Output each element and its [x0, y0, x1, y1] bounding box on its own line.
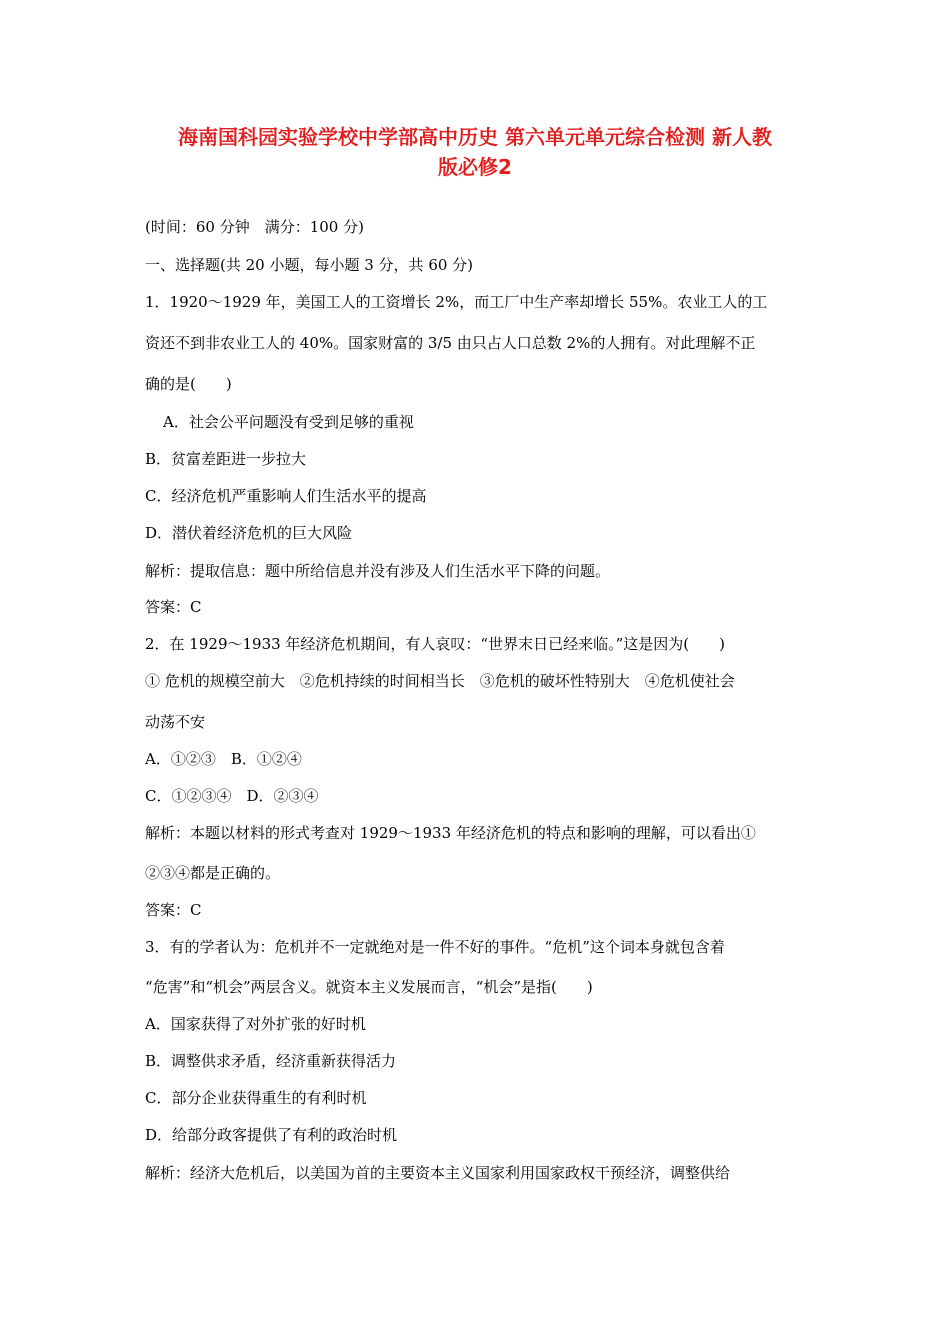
question-2-statements: ① 危机的规模空前大 ②危机持续的时间相当长 ③危机的破坏性特别大 ④危机使社会: [145, 672, 735, 690]
question-3-text: “危害”和“机会”两层含义。就资本主义发展而言，“机会”是指( ): [145, 978, 593, 996]
question-2-statements: 动荡不安: [145, 713, 206, 731]
question-2-options-ab: A．①②③ B．①②④: [145, 750, 302, 768]
question-3-analysis: 解析：经济大危机后，以美国为首的主要资本主义国家利用国家政权干预经济，调整供给: [145, 1164, 731, 1182]
section-heading: 一、选择题(共 20 小题，每小题 3 分，共 60 分): [145, 256, 474, 274]
question-1-option-c: C．经济危机严重影响人们生活水平的提高: [145, 487, 427, 505]
question-2-text: 2．在 1929～1933 年经济危机期间，有人哀叹：“世界末日已经来临。”这是因为( ): [145, 635, 725, 653]
question-1-text: 资还不到非农业工人的 40%。国家财富的 3/5 由只占人口总数 2%的人拥有。对此理解不正: [145, 334, 756, 352]
question-1-answer: 答案：C: [145, 598, 202, 616]
question-3-text: 3．有的学者认为：危机并不一定就绝对是一件不好的事件。“危机”这个词本身就包含着: [145, 938, 725, 956]
question-2-answer: 答案：C: [145, 901, 202, 919]
question-1-text: 确的是( ): [145, 375, 232, 393]
document-title-line-1: 海南国科园实验学校中学部高中历史 第六单元单元综合检测 新人教: [178, 125, 772, 149]
exam-info: (时间：60 分钟 满分：100 分): [145, 218, 364, 236]
question-1-option-d: D．潜伏着经济危机的巨大风险: [145, 524, 353, 542]
question-1-option-a: A．社会公平问题没有受到足够的重视: [163, 413, 414, 431]
question-3-option-d: D．给部分政客提供了有利的政治时机: [145, 1126, 398, 1144]
question-2-options-cd: C．①②③④ D．②③④: [145, 787, 319, 805]
question-1-option-b: B．贫富差距进一步拉大: [145, 450, 307, 468]
question-1-text: 1．1920～1929 年，美国工人的工资增长 2%，而工厂中生产率却增长 55%。农业工人的工: [145, 293, 768, 311]
question-3-option-c: C．部分企业获得重生的有利时机: [145, 1089, 367, 1107]
question-2-analysis: 解析：本题以材料的形式考查对 1929～1933 年经济危机的特点和影响的理解，可以看出①: [145, 824, 756, 842]
question-3-option-a: A．国家获得了对外扩张的好时机: [145, 1015, 366, 1033]
question-3-option-b: B．调整供求矛盾，经济重新获得活力: [145, 1052, 397, 1070]
question-1-analysis: 解析：提取信息：题中所给信息并没有涉及人们生活水平下降的问题。: [145, 562, 611, 580]
document-title-line-2: 版必修2: [438, 155, 512, 179]
question-2-analysis: ②③④都是正确的。: [145, 864, 281, 882]
